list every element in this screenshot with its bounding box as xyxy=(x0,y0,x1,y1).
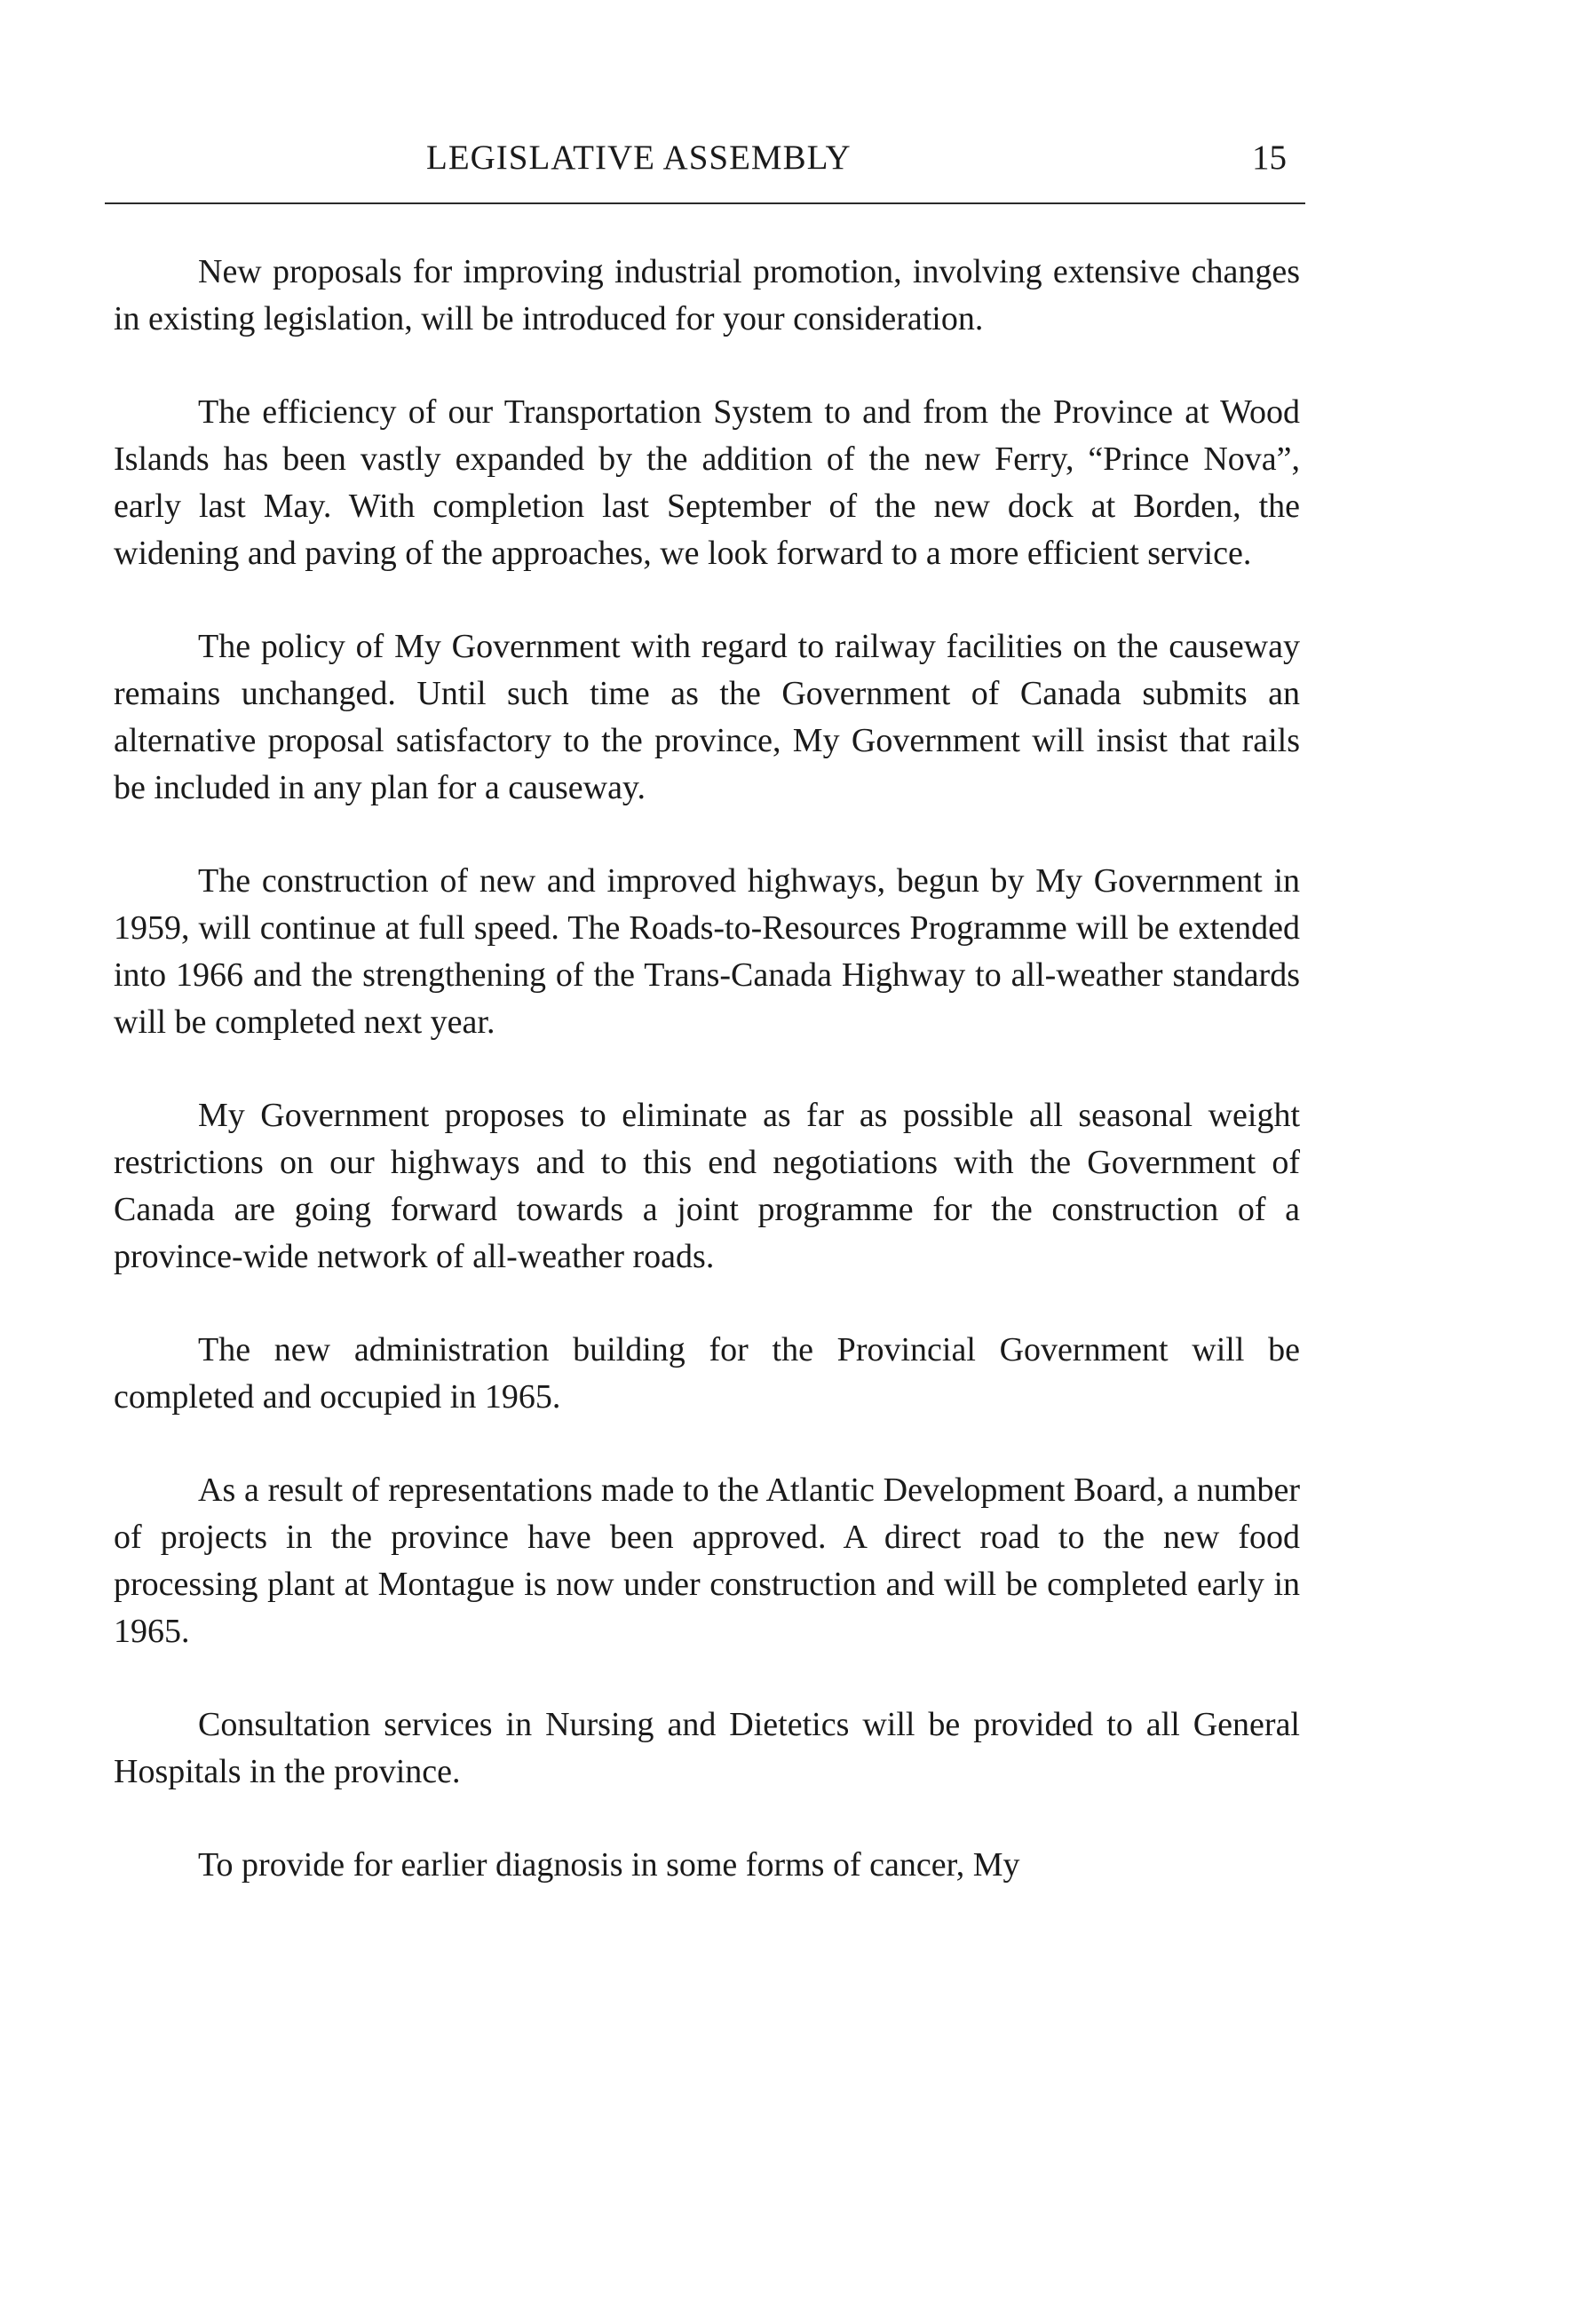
paragraph-cancer-diagnosis: To provide for earlier diagnosis in some forms of cancer, My xyxy=(198,1846,1020,1884)
paragraph-industrial-promotion: New proposals for improving industrial promotion, involving extensive changes in existing legislation, will be introduced for your consideration. xyxy=(114,253,1300,337)
paragraph-railway-policy: The policy of My Government with regard to railway facilities on the causeway remains unchanged. Until such time as the Government of Canada submits an alternative proposal satisfactory to the province, My Government will insist that rails be included in any plan for a causeway. xyxy=(114,628,1300,806)
page-number: 15 xyxy=(1252,139,1287,177)
paragraph-atlantic-development: As a result of representations made to the Atlantic Development Board, a number of projects in the province have been approved. A direct road to the new food processing plant at Montague is now under construction and will be completed early in 1965. xyxy=(114,1471,1300,1650)
header-rule xyxy=(105,202,1305,204)
paragraph-administration-building: The new administration building for the Provincial Government will be completed and occupied in 1965. xyxy=(114,1331,1300,1416)
paragraph-consultation-services: Consultation services in Nursing and Dietetics will be provided to all General Hospitals in the province. xyxy=(114,1706,1300,1790)
body-text xyxy=(114,249,1300,1889)
running-title: LEGISLATIVE ASSEMBLY xyxy=(426,139,852,177)
paragraph-transportation-system: The efficiency of our Transportation System to and from the Province at Wood Islands has been vastly expanded by the addition of the new Ferry, “Prince Nova”, early last May. With completion last September of the new dock at Borden, the widening and paving of the approaches, we look forward to a more efficient service. xyxy=(114,393,1300,572)
paragraph-highway-construction: The construction of new and improved highways, begun by My Government in 1959, will continue at full speed. The Roads-to-Resources Programme will be extended into 1966 and the strengthening of the Trans-Canada Highway to all-weather standards will be completed next year. xyxy=(114,862,1300,1041)
paragraph-weight-restrictions: My Government proposes to eliminate as far as possible all seasonal weight restrictions on our highways and to this end negotiations with the Government of Canada are going forward towards a joint programme for the construction of a province-wide network of all-weather roads. xyxy=(114,1097,1300,1275)
